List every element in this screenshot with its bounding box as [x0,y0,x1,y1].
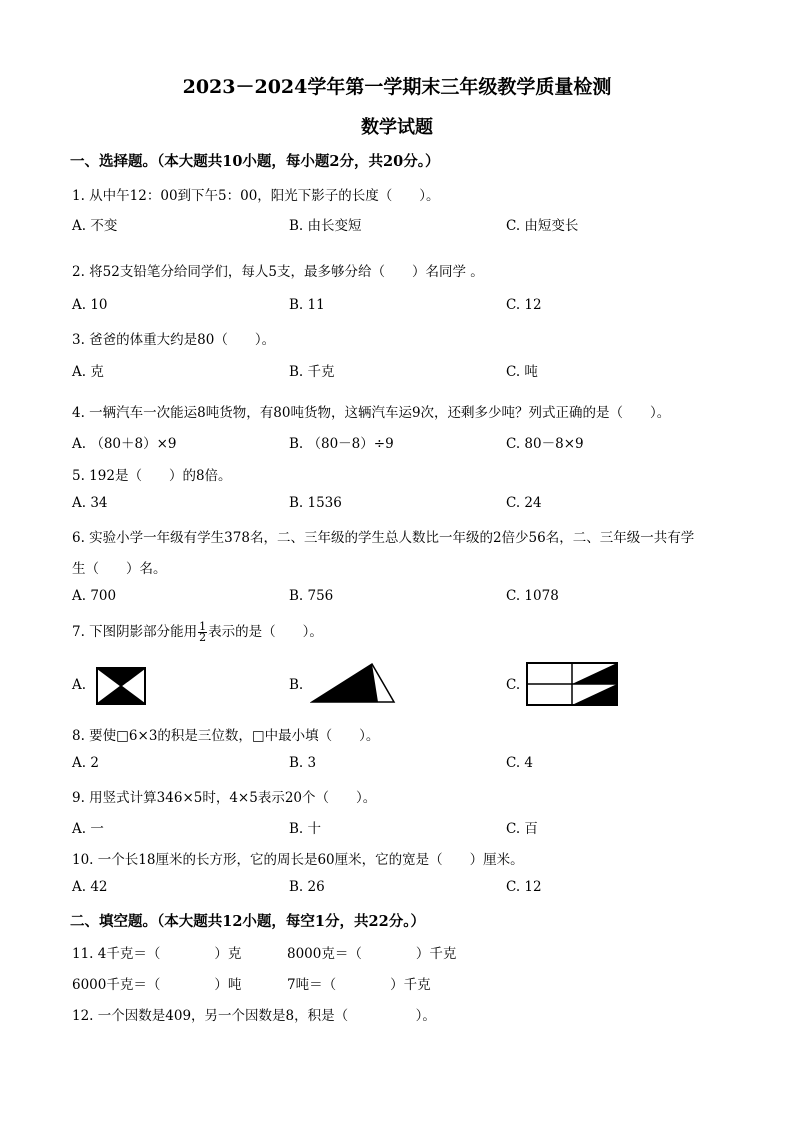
q4-option-b[interactable]: B. （80－8）÷9 [289,436,394,452]
question-5: 5. 192是（ ）的8倍。 [72,468,232,484]
q4-option-a[interactable]: A. （80＋8）×9 [72,436,177,452]
q7-option-b[interactable]: B. [289,677,304,693]
page-title: 2023－2024学年第一学期末三年级教学质量检测 [182,76,612,98]
q7-figure-c-rectangle[interactable] [526,662,618,706]
q3-option-b[interactable]: B. 千克 [289,364,335,380]
q6-option-c[interactable]: C. 1078 [506,588,559,604]
question-6-line1: 6. 实验小学一年级有学生378名，二、三年级的学生总人数比一年级的2倍少56名，二、三年级一共有学 [72,530,695,546]
q6-option-a[interactable]: A. 700 [72,588,117,604]
fraction-denominator: 2 [199,631,207,644]
section-heading-choice: 一、选择题。（本大题共10小题，每小题2分，共20分。） [70,153,440,170]
q5-option-a[interactable]: A. 34 [72,495,108,511]
q7-option-a[interactable]: A. [72,677,87,693]
section-heading-fill: 二、填空题。（本大题共12小题，每空1分，共22分。） [70,913,425,930]
question-7-text-before: 7. 下图阴影部分能用 [72,624,198,640]
q6-option-b[interactable]: B. 756 [289,588,334,604]
question-7-text-after: 表示的是（ ）。 [208,624,323,640]
q1-option-c[interactable]: C. 由短变长 [506,218,579,234]
question-11-part-b: 8000克＝（ ）千克 [287,946,457,962]
q10-option-b[interactable]: B. 26 [289,879,325,895]
question-3: 3. 爸爸的体重大约是80（ ）。 [72,332,276,348]
q1-option-a[interactable]: A. 不变 [72,218,118,234]
q2-option-a[interactable]: A. 10 [72,297,108,313]
q3-option-c[interactable]: C. 吨 [506,364,538,380]
q7-figure-b-triangle[interactable] [310,662,396,704]
question-11-part-d: 7吨＝（ ）千克 [287,977,431,993]
fraction-one-half [198,622,207,643]
question-7 [72,620,323,643]
question-10: 10. 一个长18厘米的长方形，它的周长是60厘米，它的宽是（ ）厘米。 [72,852,524,868]
q10-option-a[interactable]: A. 42 [72,879,108,895]
q8-option-a[interactable]: A. 2 [72,755,99,771]
q5-option-c[interactable]: C. 24 [506,495,542,511]
q8-option-c[interactable]: C. 4 [506,755,534,771]
question-11-part-a: 11. 4千克＝（ ）克 [72,946,242,962]
q10-option-c[interactable]: C. 12 [506,879,542,895]
q7-figure-a-square-bowtie[interactable] [96,667,146,705]
question-11-part-c: 6000千克＝（ ）吨 [72,977,242,993]
q3-option-a[interactable]: A. 克 [72,364,104,380]
fraction-numerator: 1 [199,620,207,633]
q9-option-b[interactable]: B. 十 [289,821,322,837]
question-12: 12. 一个因数是409，另一个因数是8，积是（ ）。 [72,1008,436,1024]
q7-option-c[interactable]: C. [506,677,521,693]
q1-option-b[interactable]: B. 由长变短 [289,218,362,234]
question-6-line2: 生（ ）名。 [72,561,167,577]
q2-option-c[interactable]: C. 12 [506,297,542,313]
question-2: 2. 将52支铅笔分给同学们，每人5支，最多够分给（ ）名同学 。 [72,264,484,280]
q5-option-b[interactable]: B. 1536 [289,495,342,511]
question-4: 4. 一辆汽车一次能运8吨货物，有80吨货物，这辆汽车运9次，还剩多少吨？列式正确的是（ ）。 [72,405,671,421]
q9-option-a[interactable]: A. 一 [72,821,104,837]
question-8: 8. 要使□6×3的积是三位数，□中最小填（ ）。 [72,728,380,744]
page-subtitle: 数学试题 [361,117,433,138]
question-1: 1. 从中午12：00到下午5：00，阳光下影子的长度（ ）。 [72,188,440,204]
q2-option-b[interactable]: B. 11 [289,297,325,313]
q8-option-b[interactable]: B. 3 [289,755,317,771]
q4-option-c[interactable]: C. 80－8×9 [506,436,584,452]
q9-option-c[interactable]: C. 百 [506,821,538,837]
question-9: 9. 用竖式计算346×5时，4×5表示20个（ ）。 [72,790,377,806]
